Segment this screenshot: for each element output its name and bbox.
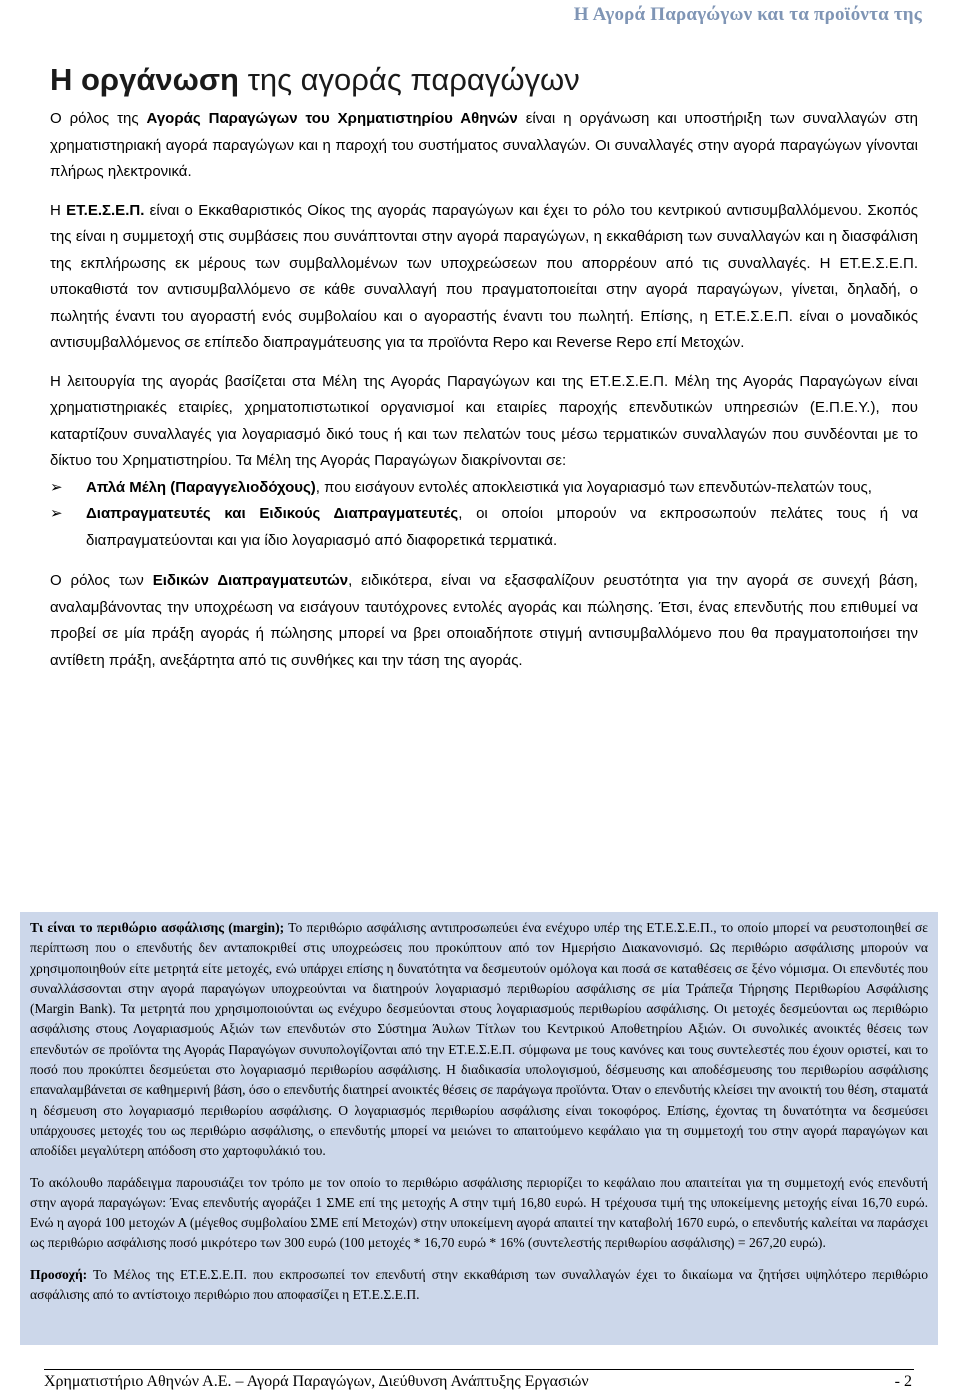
- paragraph-market-members: Η λειτουργία της αγοράς βασίζεται στα Μέλη της Αγοράς Παραγώγων και της ΕΤ.Ε.Σ.Ε.Π. Μέλη της Αγοράς Παραγώγων είναι χρηματιστηριακές εταιρίες, χρηματοπιστωτικοί οργανισμοί και εταιρίες παροχής επενδυτικών υπηρεσιών (Ε.Π.Ε.Υ.), που καταρτίζουν συναλλαγές για λογαριασμό δικό τους ή και των πελατών τους μέσω τερματικών συναλλαγών που συνδέονται με το δίκτυο του Χρηματιστηρίου. Τα Μέλη της Αγοράς Παραγώγων διακρίνονται σε:: [50, 372, 918, 469]
- bold-run: Προσοχή:: [30, 1266, 88, 1282]
- text-run: , ειδικότερα, είναι να εξασφαλίζουν ρευστότητα για την αγορά σε συνεχή βάση, αναλαμβάνοντας την υποχρέωση να εισάγουν ταυτόχρονες εντολές αγοράς και πώλησης. Έτσι, ένας επενδυτής που επιθυμεί να προβεί σε μία πράξη αγοράς ή πώλησης μπορεί να βρει οποιαδήποτε στιγμή αντισυμβαλλόμενο που θα πραγματοποιήσει την αντίθετη πράξη, ανεξάρτητα από τις συνθήκες και την τάση της αγοράς.: [50, 572, 918, 669]
- text-run: Ο ρόλος των: [50, 572, 153, 589]
- text-run: Το Μέλος της ΕΤ.Ε.Σ.Ε.Π. που εκπροσωπεί τον επενδυτή στην εκκαθάριση των συναλλαγών έχει το δικαίωμα να ζητήσει υψηλότερο περιθώριο ασφάλισης από το αντίστοιχο περιθώριο που αποφασίζει η ΕΤ.Ε.Σ.Ε.Π.: [30, 1266, 928, 1303]
- note-paragraph-margin: [30, 918, 928, 1162]
- page-number: - 2: [894, 1373, 912, 1390]
- text-run: είναι ο Εκκαθαριστικός Οίκος της αγοράς παραγώγων και έχει το ρόλο του κεντρικού αντισυμβαλλόμενου. Σκοπός της είναι η συμμετοχή στις συμβάσεις που συνάπτονται στην αγορά παραγώγων, η εκκαθάριση των συναλλαγών και η διασφάλιση της εκπλήρωσης εκ μέρους των συμβαλλομένων των υποχρεώσεων που απορρέουν από τις συναλλαγές. Η ΕΤ.Ε.Σ.Ε.Π. υποκαθιστά τον αντισυμβαλλόμενο σε κάθε συναλλαγή που πραγματοποιείται στην αγορά παραγώγων, γίνεται, δηλαδή, ο πωλητής έναντι του αγοραστή ενός συμβολαίου και ο αγοραστής έναντι του πωλητή. Επίσης, η ΕΤ.Ε.Σ.Ε.Π. είναι ο μοναδικός αντισυμβαλλόμενος σε επίπεδο διαπραγμάτευσης για τα προϊόντα Repo και Reverse Repo επί Μετοχών.: [50, 201, 918, 351]
- bold-run: Διαπραγματευτές και Ειδικούς Διαπραγματευτές: [86, 505, 459, 522]
- bold-run: Αγοράς Παραγώγων του Χρηματιστηρίου Αθηνών: [146, 110, 518, 127]
- footer-text: Χρηματιστήριο Αθηνών Α.Ε. – Αγορά Παραγώγων, Διεύθυνση Ανάπτυξης Εργασιών: [44, 1373, 589, 1390]
- page-title-bold: Η οργάνωση: [50, 62, 239, 97]
- text-run: , οι οποίοι μπορούν να εκπροσωπούν πελάτες τους ή να διαπραγματεύονται και για ίδιο λογαριασμό από διαφορετικά τερματικά.: [86, 505, 918, 549]
- text-run: Το περιθώριο ασφάλισης αντιπροσωπεύει ένα ενέχυρο υπέρ της ΕΤ.Ε.Σ.Ε.Π., το οποίο μπορεί να ρευστοποιηθεί σε περίπτωση που ο επενδυτής δεν ανταποκριθεί στις υποχρεώσεις που προκύπτουν από τον Ημερήσιο Διακανονισμό. Ως περιθώριο ασφάλισης μπορούν να χρησιμοποιηθούν είτε μετρητά είτε μετοχές, ενώ υπάρχει επίσης η δυνατότητα να δεσμευτούν ομόλογα και ποσά σε καταθέσεις σε ξένο νόμισμα. Οι επενδυτές που συναλλάσσονται στην αγορά παραγώγων υποχρεούνται να διατηρούν λογαριασμό περιθωρίου ασφάλισης σε μία Τράπεζα Τήρησης Περιθωρίου Ασφάλισης (Margin Bank). Τα μετρητά που χρησιμοποιούνται ως ενέχυρο δεσμεύονται στους λογαριασμούς περιθωρίου ασφάλισης. Οι μετοχές δεσμεύονται ως περιθώριο ασφάλισης στους Λογαριασμούς Αξιών των επενδυτών στο Σύστημα Άυλων Τίτλων του Κεντρικού Αποθετηρίου Αξιών. Οι συνολικές ανοικτές θέσεις των επενδυτών σε προϊόντα της Αγοράς Παραγώγων συνυπολογίζονται από την ΕΤ.Ε.Σ.Ε.Π. σύμφωνα με τους κανόνες και τους συντελεστές που έχουν οριστεί, και το ποσό που προκύπτει δεσμεύεται στο λογαριασμό περιθωρίου ασφάλισης. Η διαδικασία υπολογισμού, δέσμευσης και αποδέσμευσης του περιθωρίου ασφάλισης επαναλαμβάνεται σε καθημερινή βάση, όσο ο επενδυτής διατηρεί ανοικτές θέσεις σε παράγωγα προϊόντα. Όταν ο επενδυτής κλείσει την ανοικτή του θέση, σταματά η δέσμευση στο λογαριασμό περιθωρίου ασφάλισης. Ο λογαριασμός περιθωρίου ασφάλισης είναι τοκοφόρος. Επίσης, έχοντας τη δυνατότητα να δεσμεύσει υπάρχουσες μετοχές του ως περιθώριο ασφάλισης, ο επενδυτής μπορεί να μειώνει το απαιτούμενο κεφάλαιο για τη συμμετοχή του στην αγορά παραγώγων και αποδίδει μεγαλύτερη απόδοση στο χαρτοφυλάκιό του.: [30, 920, 928, 1159]
- list-item: [50, 501, 918, 554]
- text-run: Ο ρόλος της: [50, 110, 147, 127]
- list-item: [50, 475, 918, 502]
- arrow-bullet-icon: ➢: [50, 478, 63, 496]
- member-types-list: [50, 475, 918, 555]
- arrow-bullet-icon: ➢: [50, 505, 63, 522]
- note-paragraph-example: Το ακόλουθο παράδειγμα παρουσιάζει τον τρόπο με τον οποίο το περιθώριο ασφάλισης περιορίζει το κεφάλαιο που απαιτείται για τη συμμετοχή ενός επενδυτή στην αγορά παραγώγων: Ένας επενδυτής αγοράζει 1 ΣΜΕ επί της μετοχής Α στην τιμή 16,80 ευρώ. Η τρέχουσα τιμή της υποκείμενης μετοχής είναι 16,70 ευρώ. Ενώ η αγορά 100 μετοχών Α (μέγεθος συμβολαίου ΣΜΕ επί Μετοχών) στην υποκείμενη αγορά απαιτεί την καταβολή 1670 ευρώ, ο επενδυτής καλείται να παράσχει ως περιθώριο ασφάλισης ποσό μικρότερο των 300 ευρώ (100 μετοχές * 16,70 ευρώ * 16% (συντελεστής περιθωρίου ασφάλισης) = 267,20 ευρώ).: [30, 1174, 928, 1251]
- main-content: [50, 62, 918, 686]
- bold-run: Τι είναι το περιθώριο ασφάλισης (margin);: [30, 920, 285, 935]
- page-title-rest: της αγοράς παραγώγων: [238, 62, 580, 97]
- text-run: Η: [50, 201, 67, 219]
- bold-run: Ειδικών Διαπραγματευτών: [152, 572, 349, 589]
- note-paragraph-warning: [30, 1265, 928, 1306]
- paragraph-market-makers: [50, 568, 918, 674]
- text-run: είναι η οργάνωση και υποστήριξη των συναλλαγών στη χρηματιστηριακή αγορά παραγώγων και η παροχή του συστήματος συναλλαγών. Οι συναλλαγές στην αγορά παραγώγων γίνονται πλήρως ηλεκτρονικά.: [50, 110, 918, 180]
- page-title: [50, 62, 918, 98]
- footer-divider: [44, 1369, 914, 1370]
- bold-run: ΕΤ.Ε.Σ.Ε.Π.: [66, 201, 145, 219]
- bold-run: Απλά Μέλη (Παραγγελιοδόχους): [86, 478, 316, 496]
- paragraph-derivatives-market-role: [50, 106, 918, 186]
- text-run: , που εισάγουν εντολές αποκλειστικά για λογαριασμό των επενδυτών-πελατών τους,: [315, 478, 872, 496]
- running-header: Η Αγορά Παραγώγων και τα προϊόντα της: [573, 4, 922, 25]
- paragraph-clearing-house: [50, 198, 918, 357]
- margin-info-box: [20, 912, 938, 1345]
